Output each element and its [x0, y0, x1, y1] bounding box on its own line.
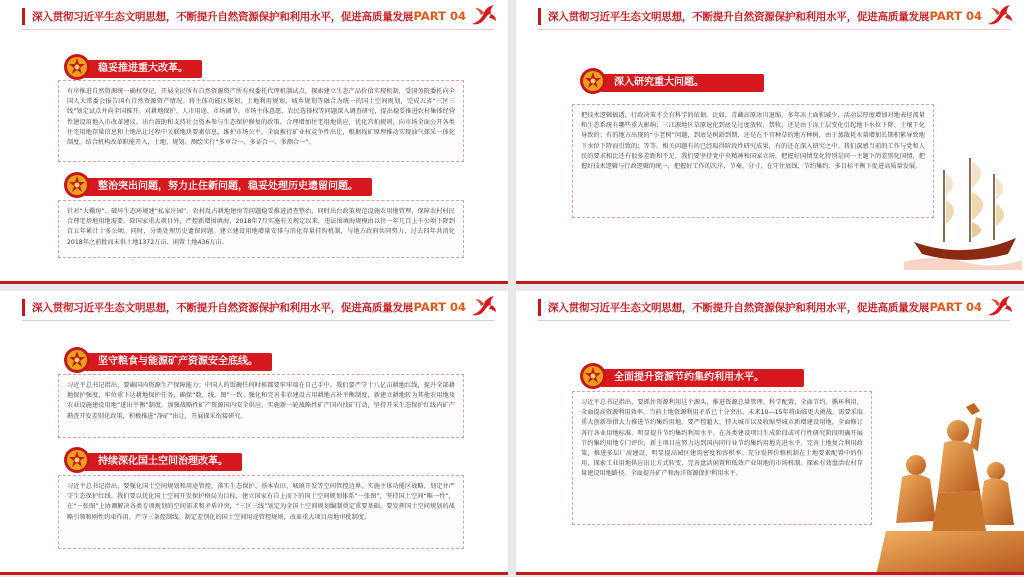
section-text-box — [572, 391, 872, 525]
dove-icon — [470, 295, 498, 319]
part-label: PART 04 — [413, 9, 466, 23]
slide-header — [0, 0, 508, 36]
sailing-ship-illustration — [904, 150, 1022, 270]
header-title: 深入贯彻习近平生态文明思想，不断提升自然资源保护和利用水平，促进高质量发展 — [32, 302, 414, 314]
slide-1 — [0, 0, 508, 284]
section-text-box — [572, 104, 934, 218]
section-body: 习近平总书记指出，要抓住资源利用这个源头，推进资源总量管理、科学配置、全面节约、循环利用，全面提高资源利用效率。当前土地资源利用矛盾已十分突出，未来10—15年将面临更大挑战，需要采取重大创新举措大力推进节约集约用地。要严控超大、特大城市以及收缩型城市新增建设用地，全面修订各行各业用地标准，明显提升节约集约利用水平。在各类建设项目生成阶段或可行性研究阶段明确开展节约集约用地专门评价，新上项目应努力达到国内同行业节约集约用地先进水平。完善土地复合利用政策，推进多层厂房建设，明显提高园区建筑密度和容积率。充分发挥价格机制在土地要素配置中的作用，探索工业用地供应出让方式转变，完善盘活闲置和低效产业用地的市场机制。探索有效盘活农村存量建设用地路径。全面提升矿产和海洋资源保护利用水平。 — [581, 399, 863, 478]
header-accent-bar — [22, 8, 25, 25]
emblem-icon — [578, 361, 608, 391]
section-heading-label: 整治突出问题，努力止住新问题，稳妥处理历史遗留问题。 — [84, 178, 372, 196]
dove-icon — [470, 4, 498, 28]
part-label: PART 04 — [413, 300, 466, 314]
emblem-icon — [62, 170, 92, 200]
section-heading-label: 深入研究重大问题。 — [600, 74, 764, 92]
section-body: 习近平总书记指出，要确国内资源生产保障能力；中国人的饭碗任何时候都要牢牢端在自己手中。我们要严守十八亿亩耕地红线，提升全部耕地保护强度，牢位重下达耕地保护任务，确保“数、线、图”一致。强化和完善非农建设占用耕地占补平衡制度，新建立耕地转为其他农用地及农业设施建设用地“进出平衡”制度。加强战略性矿产资源国内安全供应，实施新一轮战略性矿产国内找矿行动，坚持开采生态保护红线内矿产勘查开发差别化政策，积极推进“净矿”出让，开展探采衔接研究。 — [67, 382, 455, 420]
section-body: 有序推进自然资源统一确权登记，开展全民所有自然资源资产所有权委托代理机制试点，探索建立生态产品价值实现机制，受国务院委托向全国人大常委会报告国有自然资源资产情况。将主体功能区规划、土地利用规划、城乡规划等融合为统一的国土空间规划，完成五省“三区三线”划定试点并向全国推开。对耕地保护、人市用途、市场调节、市场主体意愿、农民选择权等问题深入调查研究，提出稳妥推进农村集体经营性建设用地入市改革建议。出台鼓助和支持社会资本参与生态保护修复的政策。合理增加住宅用地供应，优化宫拍规则，向市场全面公开各类住宅用地存量信息和土地出让过程中关联地块要素信息，维护市场公平。全面推行矿业权竞争性出让，根据找矿原理推动实现油气探采一体化制度。结合机构改革职能开入，土地、规划、测绘实行“多审合一、多证合一、多测合一”。 — [67, 88, 455, 147]
footer-bar — [516, 281, 1024, 284]
header-title: 深入贯彻习近平生态文明思想，不断提升自然资源保护和利用水平，促进高质量发展 — [32, 11, 414, 23]
part-label: PART 04 — [929, 9, 982, 23]
header-divider — [22, 29, 494, 30]
header-title: 深入贯彻习近平生态文明思想，不断提升自然资源保护和利用水平，促进高质量发展 — [548, 11, 930, 23]
part-label: PART 04 — [929, 300, 982, 314]
section-heading-label: 坚守粮食与能源矿产资源安全底线。 — [84, 353, 272, 371]
emblem-icon — [578, 66, 608, 96]
slide-header — [516, 0, 1024, 36]
header-divider — [22, 320, 494, 321]
emblem-icon — [62, 445, 92, 475]
dove-icon — [986, 4, 1014, 28]
statue-illustration — [846, 401, 1024, 575]
section-body: 把技术逻辑搞透，行政决策才会有科学的依据。比如，青藏高原冰川退缩、多年冻土面积减少、活动层厚度增加对地表径流量和生态系统有哪些重大影响；三江源地区草原退化到底是过度放牧、禁牧，还是由于冻土层变化引起地下水位下降、土壤干化导致的；有的地方出现的“小老树”问题，到底是树龄到期，还是在不宜种草的地方种树，由于蒸散耗水量增加长期积累导致地下水位下降而引致的；等等。相关问题有的已经取得阶段性研究成果，有的还在深入研究之中。我们深感当前的工作与党和人民的要求相比还有很多差距和不足，我们要坚持党中央精神和国家立场，把握好国情变化特别是同一主题下的差别化国情，把握好技术逻辑与行政逻辑的统一，把握好工作的次序、节奏、分寸，在守住底线、节约集约、多目标平衡下促进高质量发展。 — [581, 112, 925, 171]
slide-3 — [0, 291, 508, 575]
footer-bar — [0, 572, 508, 575]
section-heading-label: 持续深化国土空间治理改革。 — [84, 453, 242, 471]
section-text-box — [58, 374, 464, 438]
section-body: 习近平总书记指出，要强化国土空间规划和用途管控，落实生态保护、基本农田、城镇开发等空间管控边界，实施主体功能区战略，划定并严守生态保护红线。我们要以优化国土空间开发保护格局为目标，建立国家有自上而下的国土空间规划体系“一张图”，坚持国土空间“唯一性”，在“一张图”上协调解决各类专项规划的空间需求和矛盾冲突，“三区三线”划定为全国土空间规划编制奠定重要基础，要发挥国土空间规划的战略引领和刚性约束作用，严守三条控制线。制定差别化的国土空间用途管控规则，改革重大项目用地审批制度。 — [67, 483, 455, 521]
header-accent-bar — [538, 299, 541, 316]
dove-icon — [986, 295, 1014, 319]
header-accent-bar — [22, 299, 25, 316]
footer-bar — [0, 281, 508, 284]
section-body: 针对“大棚房”、破坏生态环境建“私家庄园”、农村乱占耕地建房等问题稳妥推进清查整治，同时出台政策规范设施农用地管理，保障农村村民合理宅基地用地需要。除国家重大项目外，严控新增围填海，2018年7月实施有关规定以来，违法围填海规模由以往一年几百上千公顷下降到百五年累计十多公顷。同时，分类处理历史遗留问题。建立建设用地增量安排与消化存量挂钩机制，与地方政府共同努力，过去四年共消化2018年之前批而未供土地1372万亩、闲置土地436万亩。 — [67, 208, 455, 246]
slide-header — [516, 291, 1024, 327]
header-divider — [538, 320, 1010, 321]
emblem-icon — [62, 345, 92, 375]
section-text-box — [58, 80, 464, 162]
emblem-icon — [62, 52, 92, 82]
section-heading-label: 全面提升资源节约集约利用水平。 — [600, 369, 804, 387]
header-divider — [538, 29, 1010, 30]
slide-header — [0, 291, 508, 327]
slide-2 — [516, 0, 1024, 284]
slide-4 — [516, 291, 1024, 575]
section-heading-label: 稳妥推进重大改革。 — [84, 60, 202, 78]
section-text-box — [58, 200, 464, 258]
header-accent-bar — [538, 8, 541, 25]
section-text-box — [58, 475, 464, 549]
footer-bar — [516, 572, 1024, 575]
header-title: 深入贯彻习近平生态文明思想，不断提升自然资源保护和利用水平，促进高质量发展 — [548, 302, 930, 314]
